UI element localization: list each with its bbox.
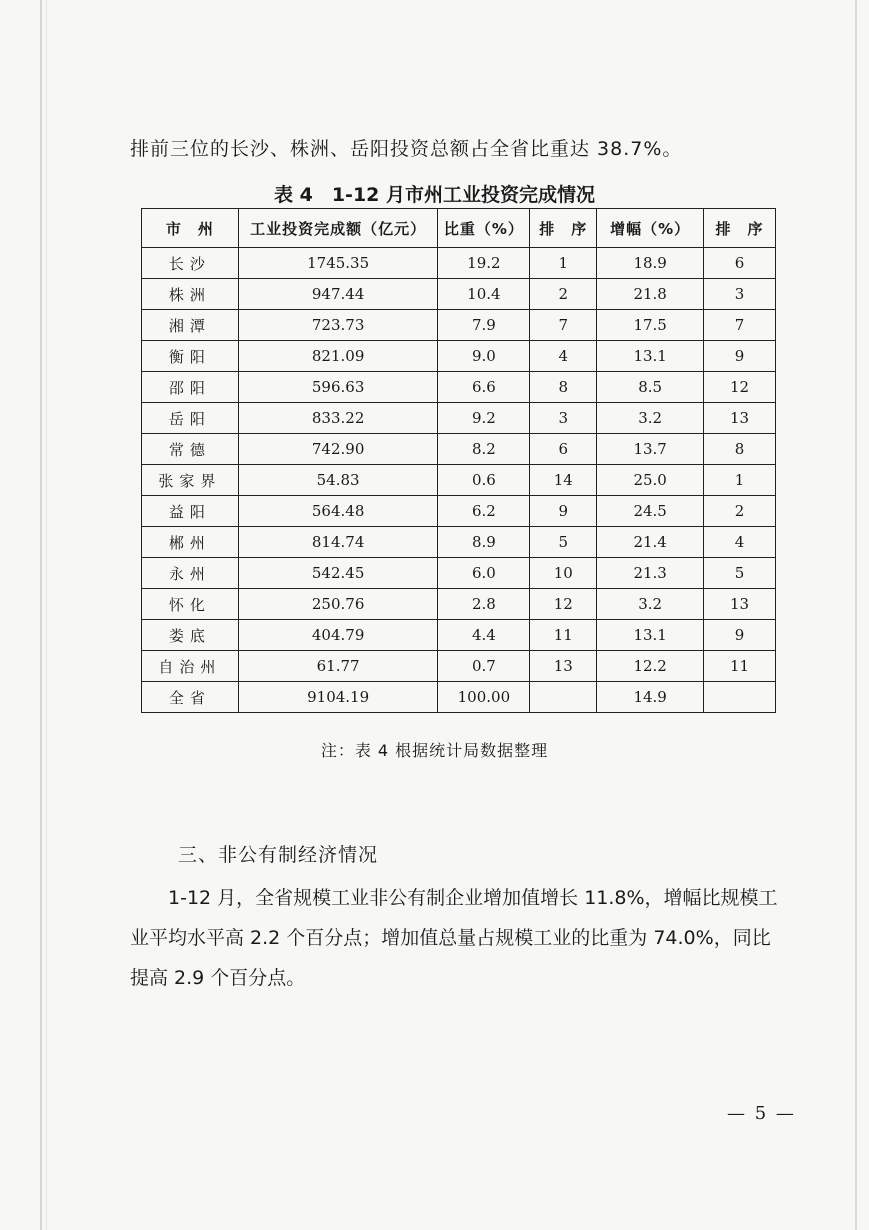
cell-rank-growth: 13 bbox=[704, 403, 776, 434]
table-row bbox=[142, 589, 776, 620]
table-row bbox=[142, 651, 776, 682]
cell-share: 2.8 bbox=[438, 589, 530, 620]
cell-rank-growth: 7 bbox=[704, 310, 776, 341]
cell-amount: 833.22 bbox=[238, 403, 438, 434]
paragraph-line: 1-12 月，全省规模工业非公有制企业增加值增长 11.8%，增幅比规模工 bbox=[130, 887, 778, 909]
cell-city: 怀化 bbox=[142, 589, 239, 620]
cell-amount: 9104.19 bbox=[238, 682, 438, 713]
cell-amount: 596.63 bbox=[238, 372, 438, 403]
cell-rank-share: 12 bbox=[530, 589, 597, 620]
table-row bbox=[142, 527, 776, 558]
header-rank-growth: 排 序 bbox=[704, 209, 776, 248]
cell-rank-share: 1 bbox=[530, 248, 597, 279]
table-row bbox=[142, 403, 776, 434]
cell-amount: 1745.35 bbox=[238, 248, 438, 279]
table-body bbox=[142, 248, 776, 713]
cell-growth: 25.0 bbox=[597, 465, 704, 496]
cell-share: 19.2 bbox=[438, 248, 530, 279]
cell-city: 常德 bbox=[142, 434, 239, 465]
cell-growth: 3.2 bbox=[597, 589, 704, 620]
cell-share: 10.4 bbox=[438, 279, 530, 310]
cell-amount: 947.44 bbox=[238, 279, 438, 310]
cell-city: 衡阳 bbox=[142, 341, 239, 372]
paragraph-line: 提高 2.9 个百分点。 bbox=[130, 967, 306, 989]
cell-amount: 821.09 bbox=[238, 341, 438, 372]
table-row bbox=[142, 248, 776, 279]
table-row bbox=[142, 620, 776, 651]
cell-growth: 21.8 bbox=[597, 279, 704, 310]
cell-share: 100.00 bbox=[438, 682, 530, 713]
table-row bbox=[142, 310, 776, 341]
cell-share: 9.0 bbox=[438, 341, 530, 372]
cell-rank-share: 4 bbox=[530, 341, 597, 372]
cell-city: 张家界 bbox=[142, 465, 239, 496]
cell-growth: 12.2 bbox=[597, 651, 704, 682]
cell-growth: 24.5 bbox=[597, 496, 704, 527]
cell-rank-growth bbox=[704, 682, 776, 713]
cell-share: 7.9 bbox=[438, 310, 530, 341]
cell-share: 4.4 bbox=[438, 620, 530, 651]
cell-city: 郴州 bbox=[142, 527, 239, 558]
section-paragraph bbox=[130, 878, 780, 998]
table-row bbox=[142, 341, 776, 372]
cell-rank-share: 2 bbox=[530, 279, 597, 310]
header-growth: 增幅（%） bbox=[597, 209, 704, 248]
header-share: 比重（%） bbox=[438, 209, 530, 248]
table-row bbox=[142, 372, 776, 403]
cell-share: 0.7 bbox=[438, 651, 530, 682]
cell-amount: 54.83 bbox=[238, 465, 438, 496]
cell-growth: 13.1 bbox=[597, 620, 704, 651]
cell-share: 9.2 bbox=[438, 403, 530, 434]
cell-amount: 723.73 bbox=[238, 310, 438, 341]
table-row bbox=[142, 279, 776, 310]
paragraph-line: 业平均水平高 2.2 个百分点；增加值总量占规模工业的比重为 74.0%，同比 bbox=[130, 927, 771, 949]
cell-rank-share: 7 bbox=[530, 310, 597, 341]
table-note: 注：表 4 根据统计局数据整理 bbox=[320, 741, 549, 760]
cell-rank-growth: 9 bbox=[704, 620, 776, 651]
cell-share: 6.6 bbox=[438, 372, 530, 403]
cell-amount: 61.77 bbox=[238, 651, 438, 682]
cell-growth: 13.1 bbox=[597, 341, 704, 372]
cell-city: 湘潭 bbox=[142, 310, 239, 341]
cell-share: 8.9 bbox=[438, 527, 530, 558]
cell-growth: 21.4 bbox=[597, 527, 704, 558]
cell-rank-share: 11 bbox=[530, 620, 597, 651]
cell-share: 6.2 bbox=[438, 496, 530, 527]
cell-rank-share: 3 bbox=[530, 403, 597, 434]
cell-share: 6.0 bbox=[438, 558, 530, 589]
cell-city: 株洲 bbox=[142, 279, 239, 310]
investment-table bbox=[141, 208, 776, 713]
cell-growth: 14.9 bbox=[597, 682, 704, 713]
cell-growth: 17.5 bbox=[597, 310, 704, 341]
cell-amount: 564.48 bbox=[238, 496, 438, 527]
table-row bbox=[142, 496, 776, 527]
cell-city: 自治州 bbox=[142, 651, 239, 682]
cell-growth: 21.3 bbox=[597, 558, 704, 589]
cell-share: 8.2 bbox=[438, 434, 530, 465]
cell-growth: 3.2 bbox=[597, 403, 704, 434]
table-header-row bbox=[142, 209, 776, 248]
cell-rank-growth: 6 bbox=[704, 248, 776, 279]
intro-text: 排前三位的长沙、株洲、岳阳投资总额占全省比重达 38.7%。 bbox=[130, 138, 683, 160]
cell-share: 0.6 bbox=[438, 465, 530, 496]
cell-city: 永州 bbox=[142, 558, 239, 589]
cell-amount: 814.74 bbox=[238, 527, 438, 558]
cell-city: 益阳 bbox=[142, 496, 239, 527]
cell-growth: 18.9 bbox=[597, 248, 704, 279]
cell-city: 长沙 bbox=[142, 248, 239, 279]
cell-rank-share: 9 bbox=[530, 496, 597, 527]
cell-rank-growth: 12 bbox=[704, 372, 776, 403]
cell-rank-growth: 5 bbox=[704, 558, 776, 589]
section-heading: 三、非公有制经济情况 bbox=[178, 844, 379, 866]
cell-rank-share: 8 bbox=[530, 372, 597, 403]
cell-rank-growth: 2 bbox=[704, 496, 776, 527]
table-row bbox=[142, 434, 776, 465]
cell-rank-share: 6 bbox=[530, 434, 597, 465]
cell-rank-growth: 9 bbox=[704, 341, 776, 372]
table-row bbox=[142, 558, 776, 589]
cell-amount: 404.79 bbox=[238, 620, 438, 651]
cell-amount: 742.90 bbox=[238, 434, 438, 465]
cell-rank-growth: 8 bbox=[704, 434, 776, 465]
cell-rank-growth: 3 bbox=[704, 279, 776, 310]
header-rank-share: 排 序 bbox=[530, 209, 597, 248]
cell-city: 全省 bbox=[142, 682, 239, 713]
cell-rank-share: 10 bbox=[530, 558, 597, 589]
header-amount: 工业投资完成额（亿元） bbox=[238, 209, 438, 248]
table-row bbox=[142, 465, 776, 496]
cell-rank-share: 14 bbox=[530, 465, 597, 496]
cell-rank-growth: 4 bbox=[704, 527, 776, 558]
cell-city: 岳阳 bbox=[142, 403, 239, 434]
cell-growth: 8.5 bbox=[597, 372, 704, 403]
cell-rank-growth: 13 bbox=[704, 589, 776, 620]
cell-rank-growth: 11 bbox=[704, 651, 776, 682]
cell-city: 娄底 bbox=[142, 620, 239, 651]
table-row bbox=[142, 682, 776, 713]
table-title: 表 4 1-12 月市州工业投资完成情况 bbox=[274, 184, 595, 206]
cell-amount: 542.45 bbox=[238, 558, 438, 589]
header-city: 市 州 bbox=[142, 209, 239, 248]
cell-rank-share: 13 bbox=[530, 651, 597, 682]
cell-rank-growth: 1 bbox=[704, 465, 776, 496]
cell-amount: 250.76 bbox=[238, 589, 438, 620]
cell-rank-share: 5 bbox=[530, 527, 597, 558]
cell-growth: 13.7 bbox=[597, 434, 704, 465]
page-number: — 5 — bbox=[727, 1103, 796, 1124]
cell-city: 邵阳 bbox=[142, 372, 239, 403]
cell-rank-share bbox=[530, 682, 597, 713]
